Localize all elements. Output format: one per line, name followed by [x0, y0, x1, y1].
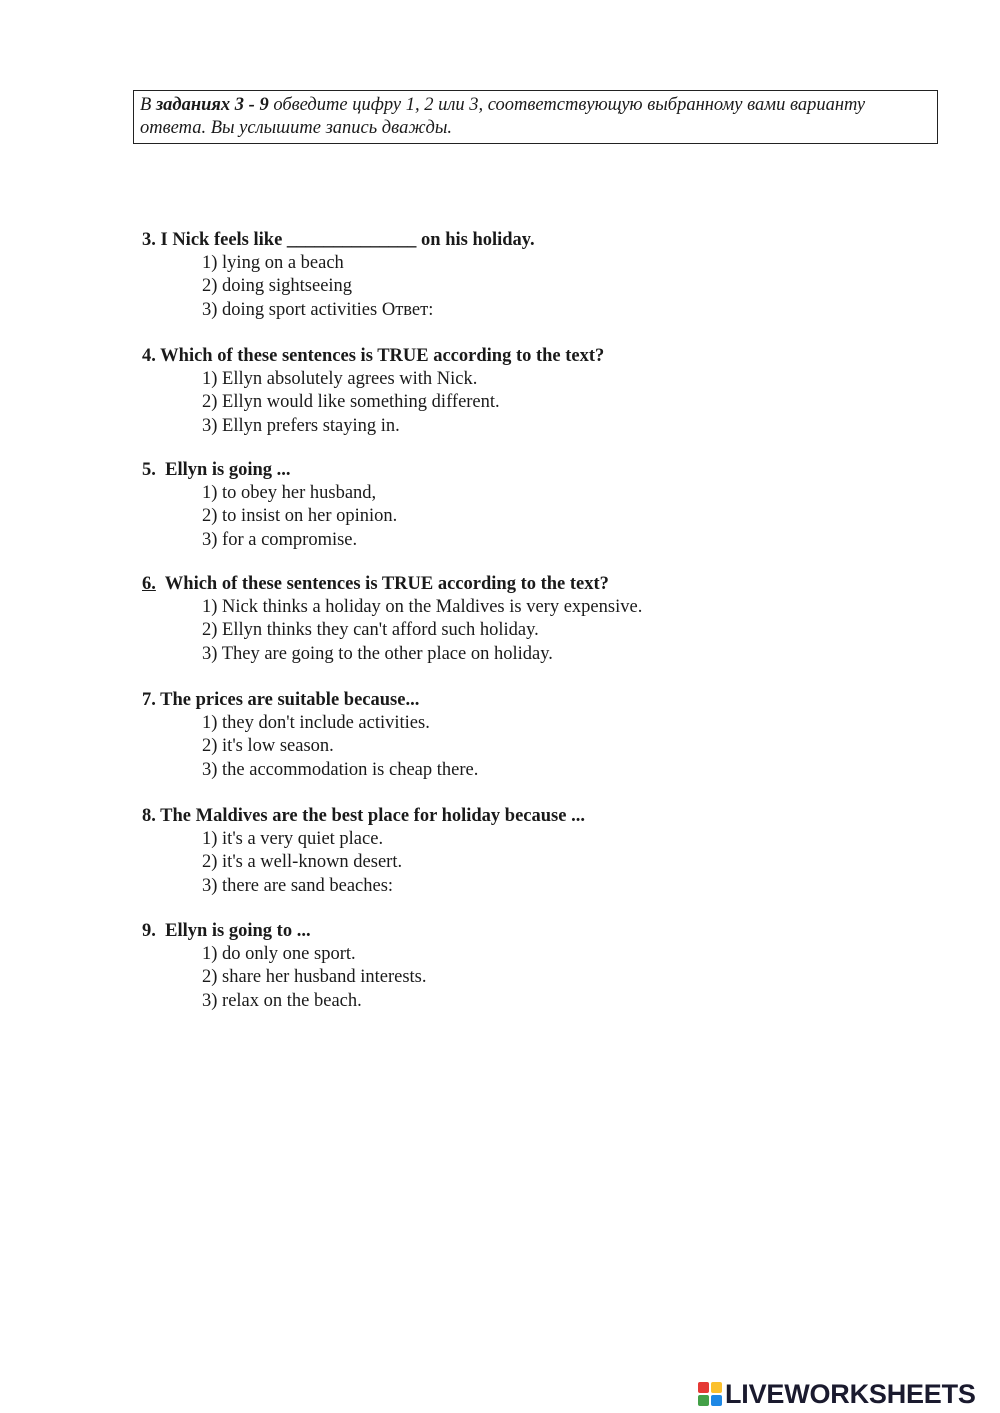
answer-option[interactable]: 3) relax on the beach. — [202, 990, 362, 1011]
answer-option[interactable]: 2) it's a well-known desert. — [202, 852, 403, 873]
answer-option[interactable]: 2) Ellyn would like something different. — [202, 392, 500, 413]
answer-option[interactable]: 2) doing sightseeing — [202, 276, 353, 297]
answer-option[interactable]: 1) Nick thinks a holiday on the Maldives is very expensive. — [202, 597, 643, 618]
question-title — [142, 229, 535, 252]
answer-option[interactable]: 2) to insist on her opinion. — [202, 506, 398, 527]
question-text: Ellyn is going ... — [155, 460, 291, 480]
liveworksheets-logo-icon — [697, 1381, 723, 1407]
answer-option[interactable]: 2) share her husband interests. — [202, 967, 427, 988]
question-5 — [142, 459, 397, 552]
answer-option[interactable]: 1) it's a very quiet place. — [202, 829, 384, 850]
question-8 — [142, 805, 585, 898]
answer-option[interactable]: 3) They are going to the other place on holiday. — [202, 643, 553, 664]
answer-option[interactable]: 3) doing sport activities Ответ: — [202, 299, 434, 320]
answer-option[interactable]: 1) they don't include activities. — [202, 713, 430, 734]
answer-option[interactable]: 3) the accommodation is cheap there. — [202, 759, 479, 780]
question-number: 4. — [142, 346, 156, 366]
question-number: 6. — [142, 574, 156, 594]
question-number: 8. — [142, 806, 156, 826]
answer-option[interactable]: 2) it's low season. — [202, 736, 334, 757]
question-text: The prices are suitable because... — [155, 690, 420, 710]
question-text: Ellyn is going to ... — [155, 921, 311, 941]
question-number: 3. — [142, 230, 156, 250]
question-text: The Maldives are the best place for holiday because ... — [155, 806, 585, 826]
question-number: 5. — [142, 460, 156, 480]
question-text: Which of these sentences is TRUE according to the text? — [155, 574, 609, 594]
answer-option[interactable]: 1) do only one sport. — [202, 944, 356, 965]
answer-option[interactable]: 1) Ellyn absolutely agrees with Nick. — [202, 369, 478, 390]
answer-option[interactable]: 3) for a compromise. — [202, 529, 358, 550]
liveworksheets-logo[interactable] — [697, 1377, 976, 1411]
question-title — [142, 805, 585, 828]
answer-option[interactable]: 2) Ellyn thinks they can't afford such holiday. — [202, 620, 539, 641]
instruction-bold: заданиях 3 - 9 — [155, 95, 269, 115]
question-title — [142, 573, 642, 596]
question-6 — [142, 573, 642, 666]
question-number: 7. — [142, 690, 156, 710]
question-title — [142, 689, 478, 712]
question-title — [142, 459, 397, 482]
instruction-text: обведите цифру 1, 2 или 3, соответствующую выбранному вами варианту ответа. Вы услышите запись дважды. — [140, 95, 866, 138]
question-number: 9. — [142, 921, 156, 941]
question-7 — [142, 689, 478, 782]
question-text: I Nick feels like ______________ on his holiday. — [155, 230, 535, 250]
answer-option[interactable]: 1) to obey her husband, — [202, 483, 377, 504]
question-9 — [142, 920, 427, 1013]
logo-text: LIVEWORKSHEETS — [725, 1378, 976, 1409]
question-3 — [142, 229, 535, 322]
instruction-prefix: В — [140, 95, 156, 115]
answer-option[interactable]: 3) Ellyn prefers staying in. — [202, 415, 400, 436]
answer-option[interactable]: 3) there are sand beaches: — [202, 875, 394, 896]
answer-option[interactable]: 1) lying on a beach — [202, 253, 344, 274]
question-text: Which of these sentences is TRUE according to the text? — [155, 346, 605, 366]
question-title — [142, 920, 427, 943]
instruction-box — [133, 90, 938, 144]
question-title — [142, 345, 604, 368]
question-4 — [142, 345, 604, 438]
